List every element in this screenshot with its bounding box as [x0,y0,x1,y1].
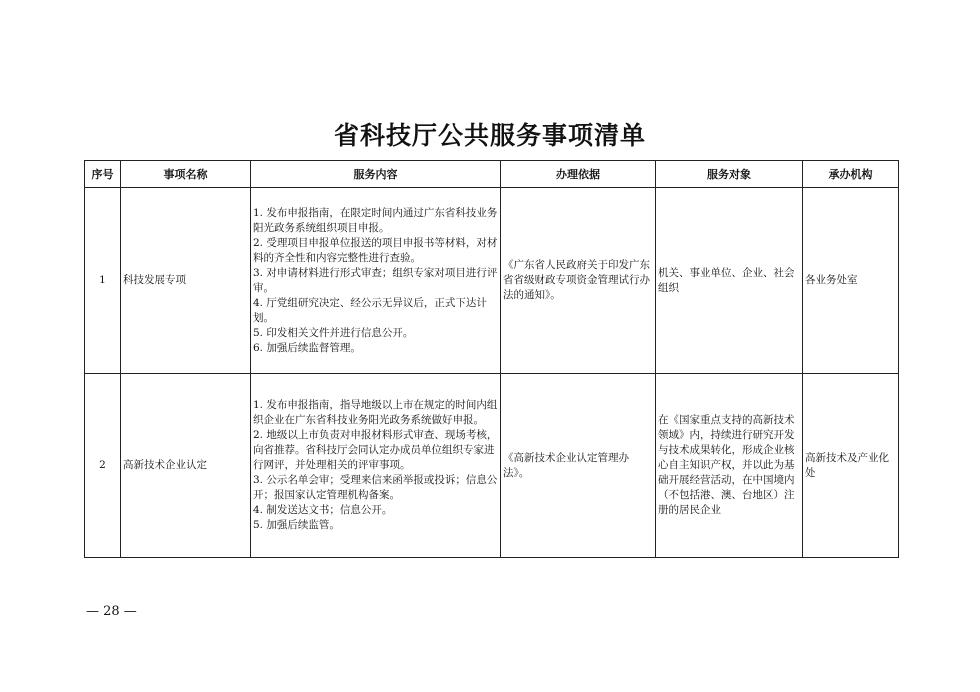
content-step: 3. 公示名单会审；受理来信来函举报或投诉；信息公开；报国家认定管理机构备案。 [253,474,498,501]
content-step: 1. 发布申报指南，在限定时间内通过广东省科技业务阳光政务系统组织项目申报。 [253,206,498,234]
table-row [85,188,899,374]
content-step: 4. 厅党组研究决定、经公示无异议后，正式下达计划。 [253,296,487,324]
content-step: 2. 受理项目申报单位报送的项目申报书等材料，对材料的齐全性和内容完整性进行查验。 [253,236,498,264]
row-agency: 各业务处室 [803,188,899,374]
content-step: 4. 制发送达文书；信息公开。 [253,504,393,516]
page-number: — 28 — [86,604,137,619]
row-target: 机关、事业单位、企业、社会组织 [656,188,803,374]
document-title: 省科技厅公共服务事项清单 [333,121,646,150]
row-seq: 1 [85,188,121,374]
row-seq: 2 [85,374,121,558]
header-basis: 办理依据 [501,161,656,188]
content-step: 1. 发布申报指南，指导地级以上市在规定的时间内组织企业在广东省科技业务阳光政务系统做好申报。 [253,399,498,426]
row-basis: 《高新技术企业认定管理办法》。 [501,374,656,558]
header-target: 服务对象 [656,161,803,188]
services-table [84,160,899,558]
row-content [251,374,501,558]
header-content: 服务内容 [251,161,501,188]
row-basis: 《广东省人民政府关于印发广东省省级财政专项资金管理试行办法的通知》。 [501,188,656,374]
header-agency: 承办机构 [803,161,899,188]
content-step: 5. 加强后续监管。 [253,519,340,531]
header-name: 事项名称 [121,161,251,188]
row-name: 高新技术企业认定 [121,374,251,558]
row-target: 在《国家重点支持的高新技术领域》内，持续进行研究开发与技术成果转化，形成企业核心自主知识产权，并以此为基础开展经营活动，在中国境内（不包括港、澳、台地区）注册的居民企业 [656,374,803,558]
row-name: 科技发展专项 [121,188,251,374]
content-step: 3. 对申请材料进行形式审查；组织专家对项目进行评审。 [253,266,498,294]
row-content [251,188,501,374]
content-step: 6. 加强后续监督管理。 [253,341,361,354]
header-seq: 序号 [85,161,121,188]
row-agency: 高新技术及产业化处 [803,374,899,558]
table-header-row [85,161,899,188]
content-step: 5. 印发相关文件并进行信息公开。 [253,326,414,339]
table-row [85,374,899,558]
content-step: 2. 地级以上市负责对申报材料形式审查、现场考核，向省推荐。省科技厅会同认定办成员单位组织专家进行网评，并处理相关的评审事项。 [253,429,498,471]
